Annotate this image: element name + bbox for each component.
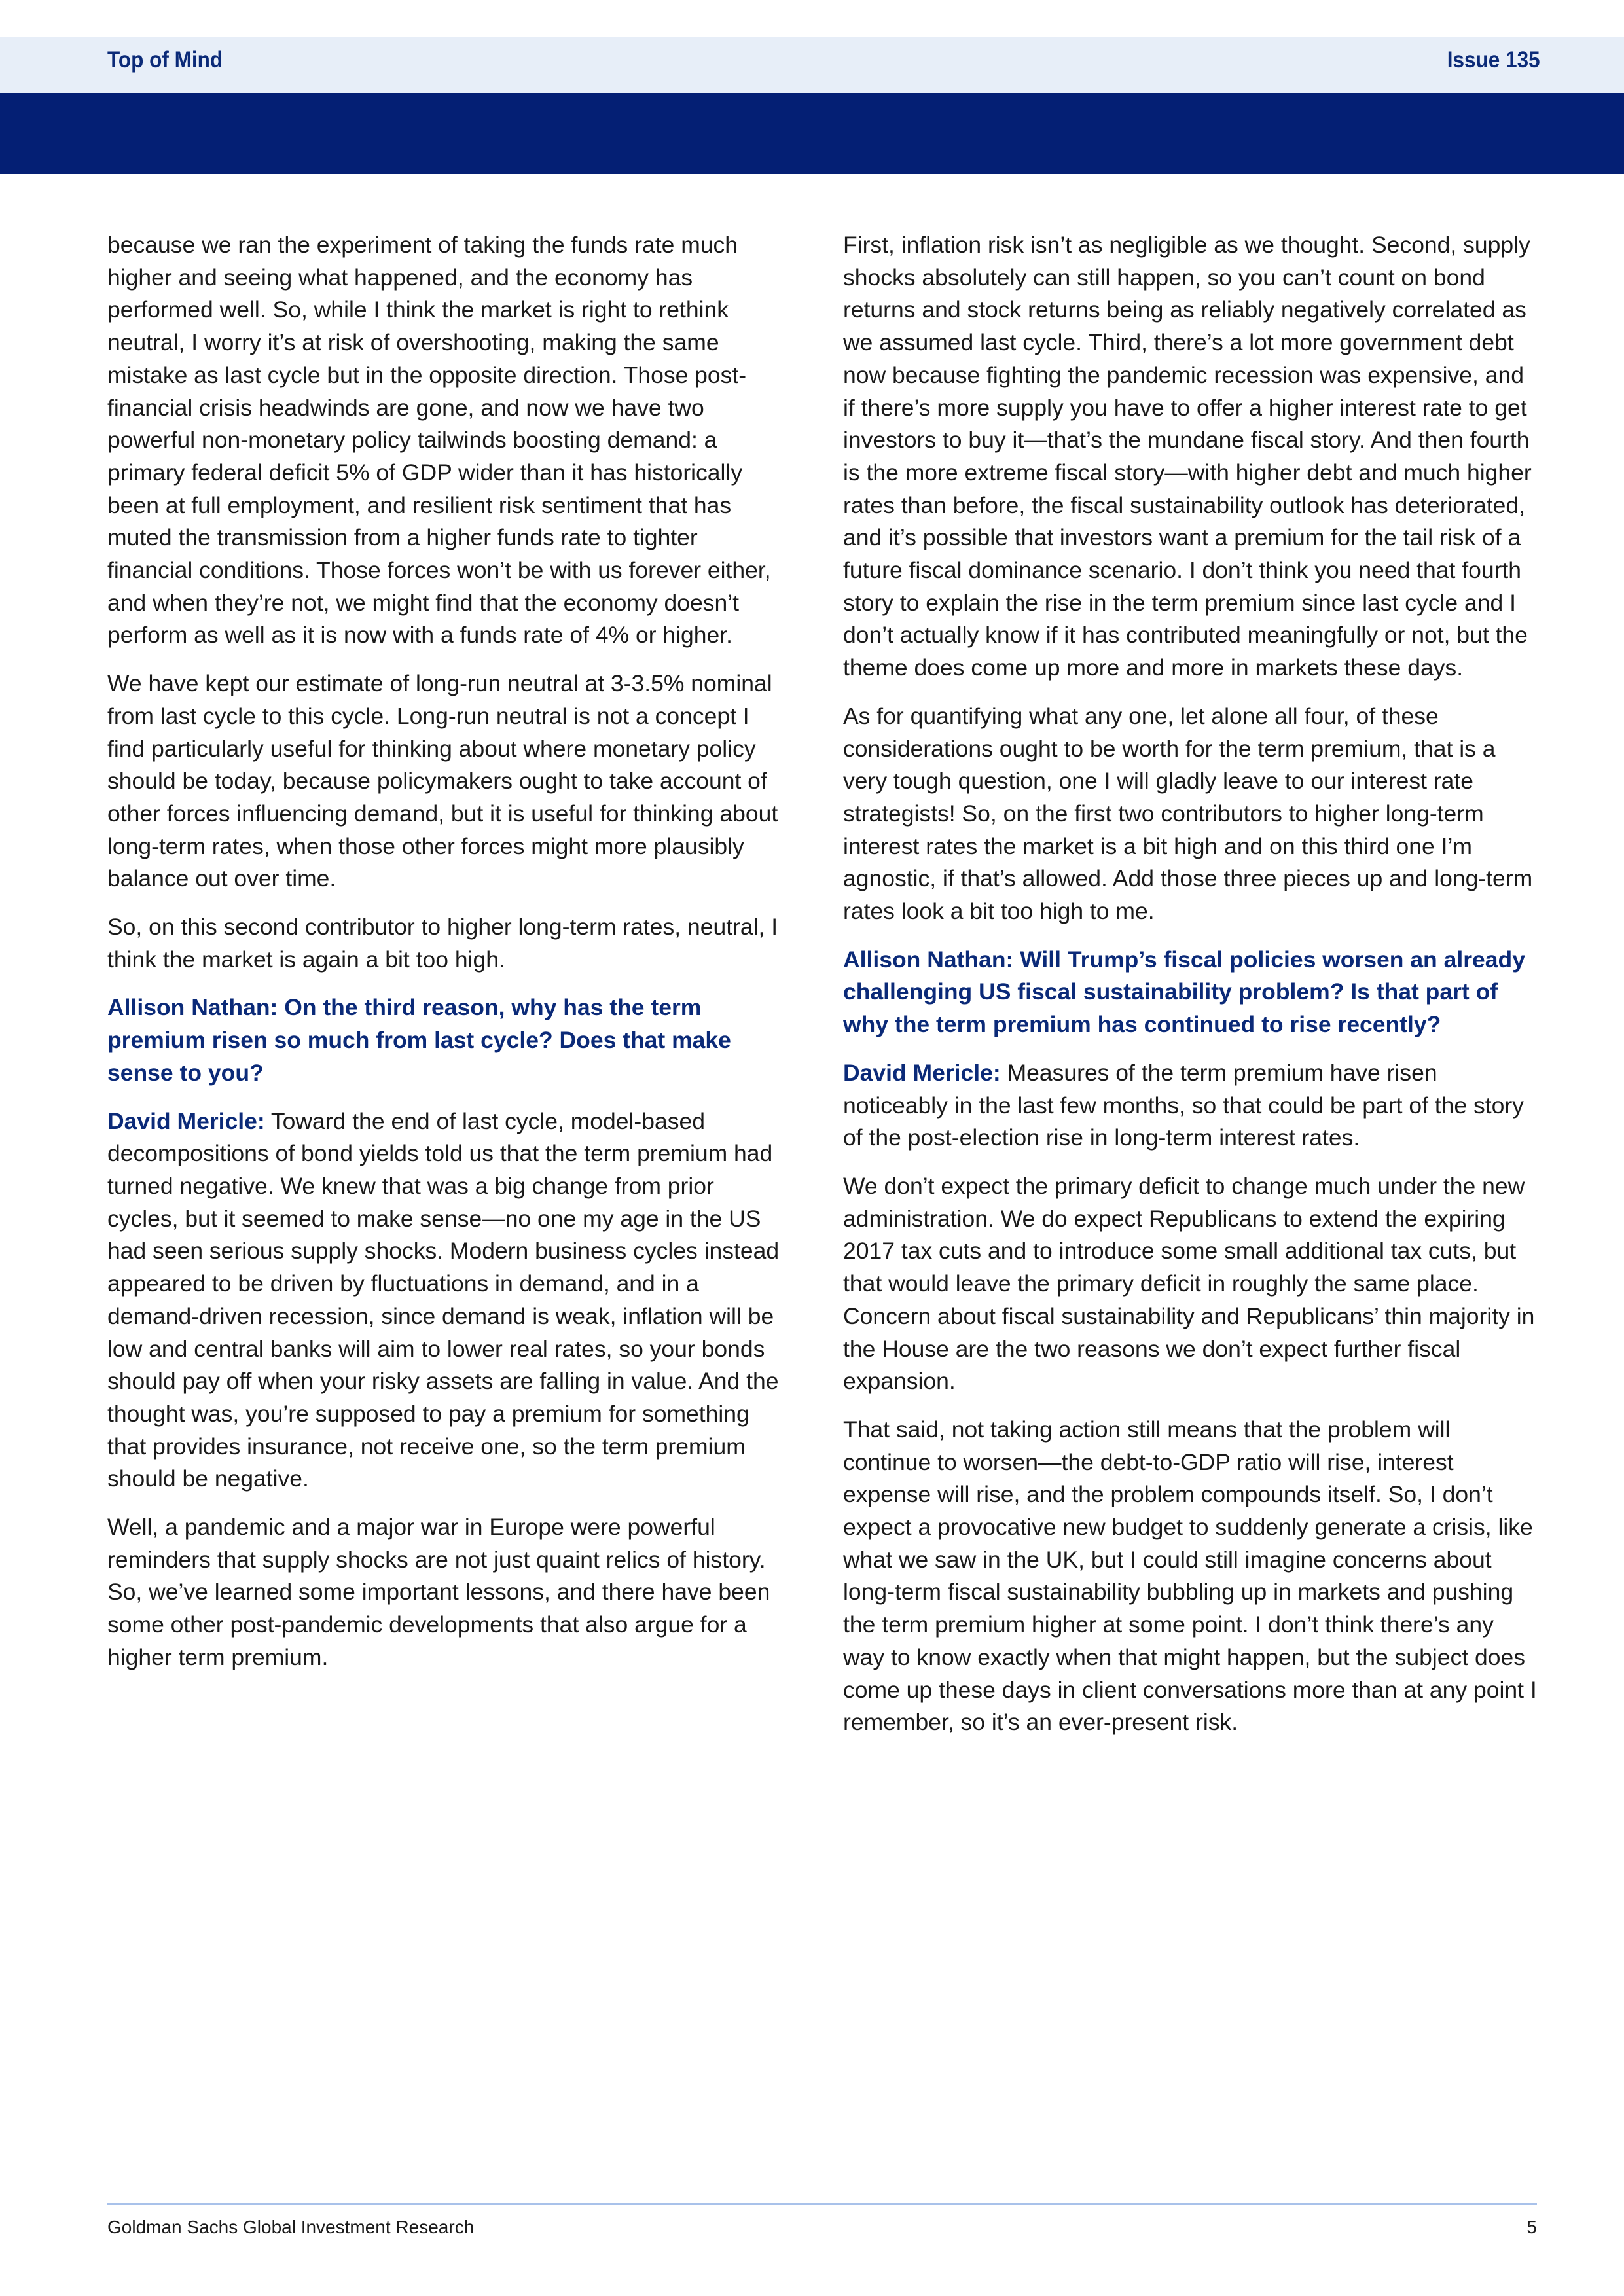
footer-divider [107, 2203, 1537, 2205]
paragraph: First, inflation risk isn’t as negligible as we thought. Second, supply shocks absolutely can still happen, so you can’t count on bond returns and stock returns being as reliably negatively correlated as we assumed last cycle. Third, there’s a lot more government debt now because fighting the pandemic recession was expensive, and if there’s more supply you have to offer a higher interest rate to get investors to buy it—that’s the mundane fiscal story. And then fourth is the more extreme fiscal story—with higher debt and much higher rates than before, the fiscal sustainability outlook has deteriorated, and it’s possible that investors want a premium for the tail risk of a future fiscal dominance scenario. I don’t think you need that fourth story to explain the rise in the term premium since last cycle and I don’t actually know if it has contributed meaningfully or not, but the theme does come up more and more in markets these days. [843, 232, 1532, 681]
right-column [843, 229, 1537, 1755]
page-number: 5 [1526, 2217, 1537, 2237]
interview-question: Allison Nathan: Will Trump’s fiscal policies worsen an already challenging US fiscal sustainability problem? Is that part of why the term premium has continued to rise recently? [843, 946, 1525, 1038]
speaker-name: David Mericle: [843, 1059, 1001, 1086]
paragraph: because we ran the experiment of taking the funds rate much higher and seeing what happened, and the economy has performed well. So, while I think the market is right to rethink neutral, I worry it’s at risk of overshooting, making the same mistake as last cycle but in the opposite direction. Those post-financial crisis headwinds are gone, and now we have two powerful non-monetary policy tailwinds boosting demand: a primary federal deficit 5% of GDP wider than it has historically been at full employment, and resilient risk sentiment that has muted the transmission from a higher funds rate to tighter financial conditions. Those forces won’t be with us forever either, and when they’re not, we might find that the economy doesn’t perform as well as it is now with a funds rate of 4% or higher. [107, 232, 771, 649]
answer-text: Toward the end of last cycle, model-based decompositions of bond yields told us that the term premium had turned negative. We knew that was a big change from prior cycles, but it seemed to make sense—no one my age in the US had seen serious supply shocks. Modern business cycles instead appeared to be driven by fluctuations in demand, and in a demand-driven recession, since demand is weak, inflation will be low and central banks will aim to lower real rates, so your bonds should pay off when your risky assets are falling in value. And the thought was, you’re supposed to pay a premium for something that provides insurance, not receive one, so the term premium should be negative. [107, 1107, 780, 1492]
publication-title: Top of Mind [107, 47, 223, 73]
header-banner [0, 93, 1624, 174]
left-column [107, 229, 785, 1690]
paragraph: We have kept our estimate of long-run neutral at 3-3.5% nominal from last cycle to this cycle. Long-run neutral is not a concept I find particularly useful for thinking about where monetary policy should be today, because policymakers ought to take account of other forces influencing demand, but it is useful for thinking about long-term rates, when those other forces might more plausibly balance out over time. [107, 670, 778, 892]
paragraph: So, on this second contributor to higher long-term rates, neutral, I think the market is again a bit too high. [107, 914, 778, 973]
interview-answer [843, 1057, 1537, 1155]
interview-answer [107, 1105, 785, 1496]
paragraph: That said, not taking action still means that the problem will continue to worsen—the debt-to-GDP ratio will rise, interest expense will rise, and the problem compounds itself. So, I don’t expect a provocative new budget to suddenly generate a crisis, like what we saw in the UK, but I could still imagine concerns about long-term fiscal sustainability bubbling up in markets and pushing the term premium higher at some point. I don’t think there’s any way to know exactly when that might happen, but the subject does come up these days in client conversations more than at any point I remember, so it’s an ever-present risk. [843, 1416, 1537, 1736]
interview-question: Allison Nathan: On the third reason, why has the term premium risen so much from last cycle? Does that make sense to you? [107, 994, 731, 1086]
issue-number: Issue 135 [1447, 47, 1540, 73]
header-strip [0, 37, 1624, 93]
footer-source: Goldman Sachs Global Investment Research [107, 2217, 475, 2237]
paragraph: We don’t expect the primary deficit to change much under the new administration. We do expect Republicans to extend the expiring 2017 tax cuts and to introduce some small additional tax cuts, but that would leave the primary deficit in roughly the same place. Concern about fiscal sustainability and Republicans’ thin majority in the House are the two reasons we don’t expect further fiscal expansion. [843, 1172, 1535, 1395]
paragraph: Well, a pandemic and a major war in Europe were powerful reminders that supply shocks are not just quaint relics of history. So, we’ve learned some important lessons, and there have been some other post-pandemic developments that also argue for a higher term premium. [107, 1514, 770, 1670]
paragraph: As for quantifying what any one, let alone all four, of these considerations ought to be worth for the term premium, that is a very tough question, one I will gladly leave to our interest rate strategists! So, on the first two contributors to higher long-term interest rates the market is a bit high and on this third one I’m agnostic, if that’s allowed. Add those three pieces up and long-term rates look a bit too high to me. [843, 702, 1533, 925]
speaker-name: David Mericle: [107, 1107, 265, 1134]
answer-text: Measures of the term premium have risen noticeably in the last few months, so that could be part of the story of the post-election rise in long-term interest rates. [843, 1059, 1524, 1151]
